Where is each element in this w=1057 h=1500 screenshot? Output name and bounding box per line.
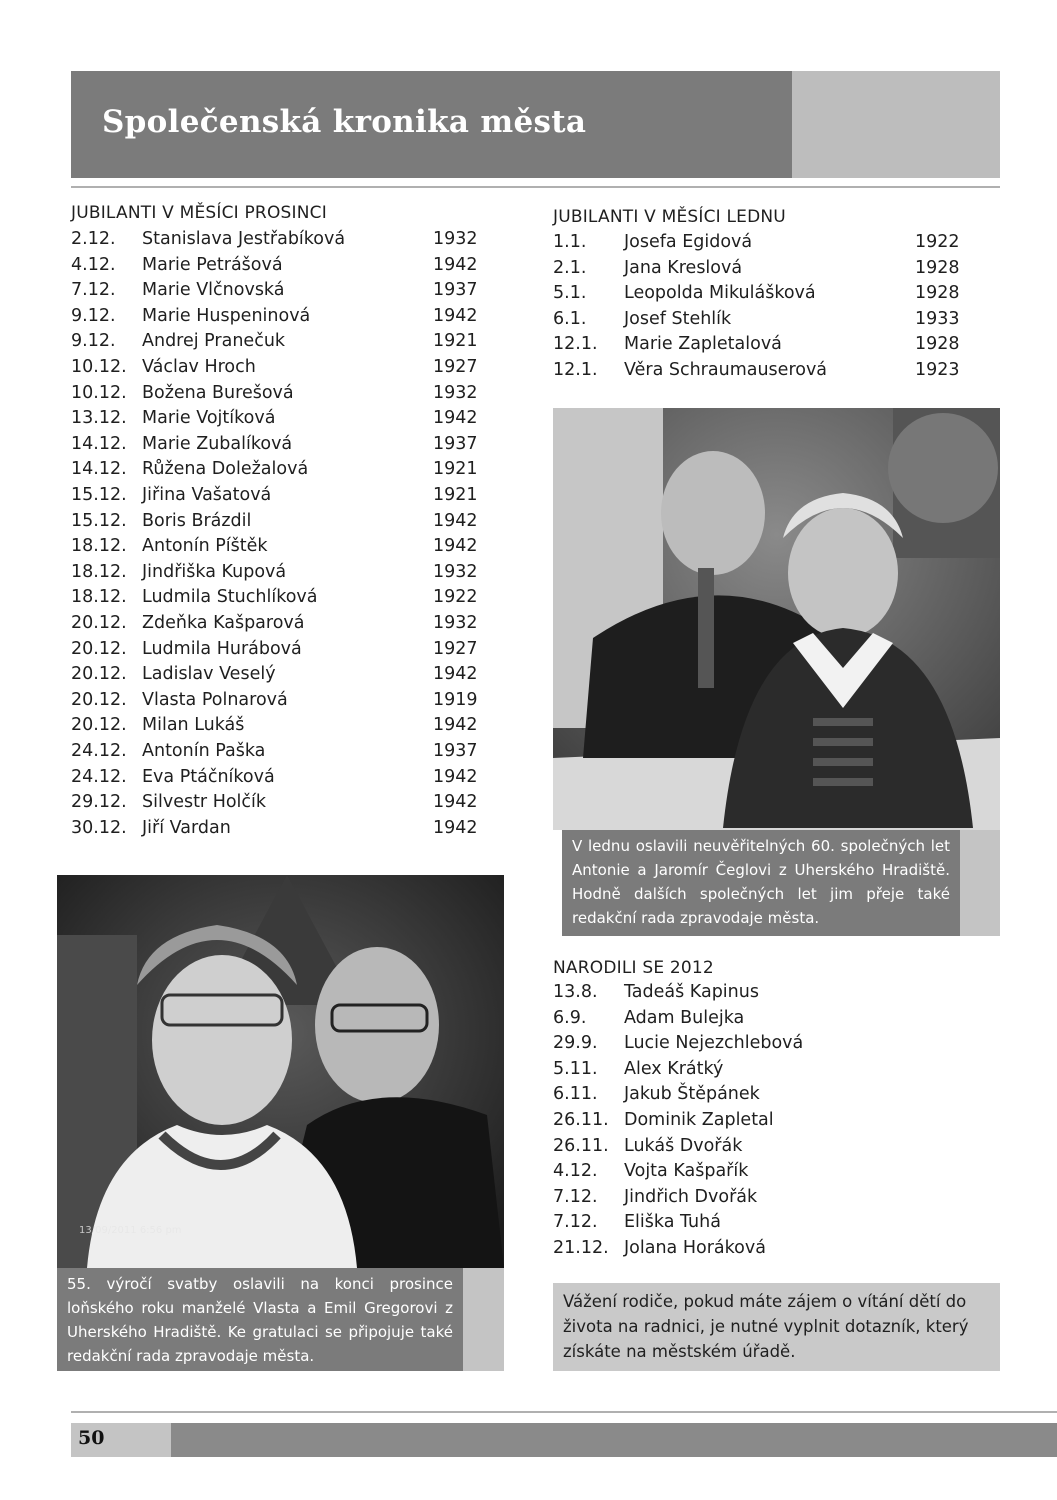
row-year: 1942 — [433, 305, 478, 326]
january-row — [553, 334, 965, 358]
december-row — [71, 511, 483, 535]
births-row — [553, 1212, 973, 1236]
row-date: 24.12. — [71, 741, 127, 761]
row-date: 21.12. — [553, 1238, 609, 1258]
row-name: Tadeáš Kapinus — [624, 982, 759, 1002]
row-year: 1921 — [433, 485, 478, 505]
row-date: 13.12. — [71, 408, 127, 429]
row-date: 6.9. — [553, 1007, 587, 1028]
row-date: 9.12. — [71, 331, 116, 352]
photo-ceglovi — [553, 408, 1000, 830]
photo-gregorovi — [57, 875, 504, 1268]
footer-band — [171, 1423, 1057, 1457]
bottom-divider — [71, 1411, 1057, 1413]
row-date: 12.1. — [553, 334, 598, 355]
row-year: 1933 — [915, 308, 960, 329]
row-year: 1919 — [433, 689, 478, 710]
december-heading: JUBILANTI V MĚSÍCI PROSINCI — [71, 203, 327, 223]
row-date: 20.12. — [71, 664, 127, 685]
january-row — [553, 309, 965, 333]
row-year: 1921 — [433, 459, 478, 480]
caption-side-left — [463, 1268, 504, 1371]
births-row — [553, 1059, 973, 1083]
december-row — [71, 229, 483, 253]
row-name: Růžena Doležalová — [142, 459, 309, 480]
row-date: 7.12. — [553, 1212, 598, 1233]
births-row — [553, 1033, 973, 1057]
row-year: 1927 — [433, 638, 478, 659]
births-row — [553, 1187, 973, 1211]
row-date: 4.12. — [71, 254, 116, 275]
december-row — [71, 741, 483, 765]
row-date: 2.12. — [71, 229, 116, 249]
december-row — [71, 280, 483, 304]
december-row — [71, 357, 483, 381]
row-name: Jana Kreslová — [624, 257, 743, 278]
row-date: 30.12. — [71, 817, 127, 838]
top-divider — [71, 186, 1000, 188]
row-year: 1923 — [915, 360, 960, 380]
row-name: Antonín Píštěk — [142, 536, 268, 557]
row-name: Vojta Kašpařík — [624, 1161, 749, 1182]
row-date: 26.11. — [553, 1110, 609, 1130]
row-date: 6.1. — [553, 308, 587, 329]
december-row — [71, 485, 483, 509]
row-name: Jiřina Vašatová — [142, 485, 272, 505]
row-name: Leopolda Mikulášková — [624, 283, 816, 304]
row-name: Marie Zubalíková — [142, 433, 293, 454]
row-name: Alex Krátký — [624, 1058, 724, 1079]
december-row — [71, 255, 483, 279]
births-row — [553, 1008, 973, 1032]
row-year: 1942 — [433, 664, 478, 685]
row-date: 15.12. — [71, 510, 127, 531]
december-row — [71, 306, 483, 330]
row-name: Jolana Horáková — [624, 1238, 766, 1258]
row-name: Václav Hroch — [142, 357, 256, 377]
births-row — [553, 1161, 973, 1185]
row-name: Josefa Egidová — [624, 232, 753, 252]
row-name: Stanislava Jestřabíková — [142, 229, 346, 249]
december-row — [71, 587, 483, 611]
row-name: Antonín Paška — [142, 741, 266, 761]
row-date: 7.12. — [553, 1186, 598, 1207]
row-year: 1932 — [433, 382, 478, 403]
row-date: 6.11. — [553, 1084, 598, 1105]
january-row — [553, 258, 965, 282]
row-name: Marie Vlčnovská — [142, 280, 285, 301]
births-row — [553, 1110, 973, 1134]
row-date: 15.12. — [71, 485, 127, 505]
row-year: 1932 — [433, 229, 478, 249]
row-date: 2.1. — [553, 257, 587, 278]
row-year: 1942 — [433, 254, 478, 275]
december-row — [71, 383, 483, 407]
caption-side-right — [960, 830, 1000, 936]
row-name: Jindřich Dvořák — [624, 1186, 758, 1207]
births-row — [553, 982, 973, 1006]
december-row — [71, 562, 483, 586]
december-row — [71, 408, 483, 432]
row-year: 1942 — [433, 792, 478, 813]
december-row — [71, 536, 483, 560]
row-name: Silvestr Holčík — [142, 792, 267, 813]
row-year: 1937 — [433, 741, 478, 761]
row-year: 1928 — [915, 283, 960, 304]
row-year: 1942 — [433, 766, 478, 787]
caption-ceglovi: V lednu oslavili neuvěřitelných 60. společných let Antonie a Jaromír Čeglovi z Uherského Hradiště. Hodně dalších společných let jim přeje také redakční rada zpravodaje města. — [562, 830, 960, 936]
december-row — [71, 613, 483, 637]
births-row — [553, 1136, 973, 1160]
row-date: 12.1. — [553, 360, 598, 380]
notice-box: Vážení rodiče, pokud máte zájem o vítání dětí do života na radnici, je nutné vyplnit dotazník, který získáte na městském úřadě. — [553, 1283, 1000, 1371]
row-date: 10.12. — [71, 382, 127, 403]
row-date: 20.12. — [71, 715, 127, 736]
january-row — [553, 360, 965, 384]
row-name: Lucie Nejezchlebová — [624, 1033, 804, 1054]
row-name: Marie Vojtíková — [142, 408, 276, 429]
row-year: 1942 — [433, 408, 478, 429]
row-year: 1942 — [433, 715, 478, 736]
row-name: Ladislav Veselý — [142, 664, 276, 685]
row-name: Lukáš Dvořák — [624, 1135, 743, 1156]
row-date: 13.8. — [553, 982, 598, 1002]
row-date: 20.12. — [71, 613, 127, 633]
row-date: 20.12. — [71, 638, 127, 659]
december-row — [71, 459, 483, 483]
row-name: Josef Stehlík — [624, 308, 732, 329]
row-year: 1937 — [433, 280, 478, 301]
row-name: Jakub Štěpánek — [624, 1084, 760, 1105]
row-name: Eliška Tuhá — [624, 1212, 721, 1233]
row-year: 1922 — [433, 587, 478, 608]
row-name: Božena Burešová — [142, 382, 294, 403]
row-date: 9.12. — [71, 305, 116, 326]
births-heading: NARODILI SE 2012 — [553, 958, 714, 978]
row-year: 1921 — [433, 331, 478, 352]
december-row — [71, 767, 483, 791]
row-name: Marie Huspeninová — [142, 305, 311, 326]
row-name: Ludmila Stuchlíková — [142, 587, 318, 608]
december-row — [71, 331, 483, 355]
row-name: Ludmila Hurábová — [142, 638, 302, 659]
row-year: 1932 — [433, 613, 478, 633]
row-date: 5.1. — [553, 283, 587, 304]
row-name: Eva Ptáčníková — [142, 766, 275, 787]
row-name: Dominik Zapletal — [624, 1110, 774, 1130]
row-year: 1922 — [915, 232, 960, 252]
row-date: 1.1. — [553, 232, 587, 252]
page-title: Společenská kronika města — [102, 104, 587, 140]
row-date: 29.12. — [71, 792, 127, 813]
row-date: 14.12. — [71, 459, 127, 480]
row-date: 20.12. — [71, 689, 127, 710]
row-name: Jindřiška Kupová — [142, 561, 287, 582]
row-date: 18.12. — [71, 536, 127, 557]
row-date: 29.9. — [553, 1033, 598, 1054]
row-year: 1928 — [915, 334, 960, 355]
row-year: 1927 — [433, 357, 478, 377]
row-name: Vlasta Polnarová — [142, 689, 288, 710]
page-number: 50 — [78, 1427, 105, 1449]
january-heading: JUBILANTI V MĚSÍCI LEDNU — [553, 207, 786, 227]
december-row — [71, 664, 483, 688]
row-date: 26.11. — [553, 1135, 609, 1156]
december-row — [71, 639, 483, 663]
row-name: Marie Petrášová — [142, 254, 283, 275]
december-row — [71, 434, 483, 458]
january-row — [553, 283, 965, 307]
row-date: 24.12. — [71, 766, 127, 787]
december-row — [71, 792, 483, 816]
row-name: Boris Brázdil — [142, 510, 252, 531]
row-name: Marie Zapletalová — [624, 334, 782, 355]
row-date: 18.12. — [71, 561, 127, 582]
row-year: 1942 — [433, 510, 478, 531]
row-year: 1942 — [433, 536, 478, 557]
row-date: 14.12. — [71, 433, 127, 454]
row-year: 1928 — [915, 257, 960, 278]
row-name: Zdeňka Kašparová — [142, 613, 305, 633]
births-row — [553, 1084, 973, 1108]
december-row — [71, 818, 483, 842]
january-row — [553, 232, 965, 256]
row-name: Jiří Vardan — [142, 817, 231, 838]
row-name: Milan Lukáš — [142, 715, 245, 736]
row-date: 10.12. — [71, 357, 127, 377]
row-year: 1937 — [433, 433, 478, 454]
row-date: 4.12. — [553, 1161, 598, 1182]
row-name: Andrej Pranečuk — [142, 331, 286, 352]
row-year: 1932 — [433, 561, 478, 582]
caption-gregorovi: 55. výročí svatby oslavili na konci prosince loňského roku manželé Vlasta a Emil Gregorovi z Uherského Hradiště. Ke gratulaci se připojuje také redakční rada zpravodaje města. — [57, 1268, 463, 1371]
photo-timestamp: 13/09/2011 6:56 pm — [79, 1225, 182, 1236]
december-row — [71, 690, 483, 714]
births-row — [553, 1238, 973, 1262]
row-name: Adam Bulejka — [624, 1007, 745, 1028]
december-row — [71, 715, 483, 739]
row-date: 18.12. — [71, 587, 127, 608]
row-name: Věra Schraumauserová — [624, 360, 828, 380]
row-year: 1942 — [433, 817, 478, 838]
row-date: 5.11. — [553, 1058, 598, 1079]
row-date: 7.12. — [71, 280, 116, 301]
